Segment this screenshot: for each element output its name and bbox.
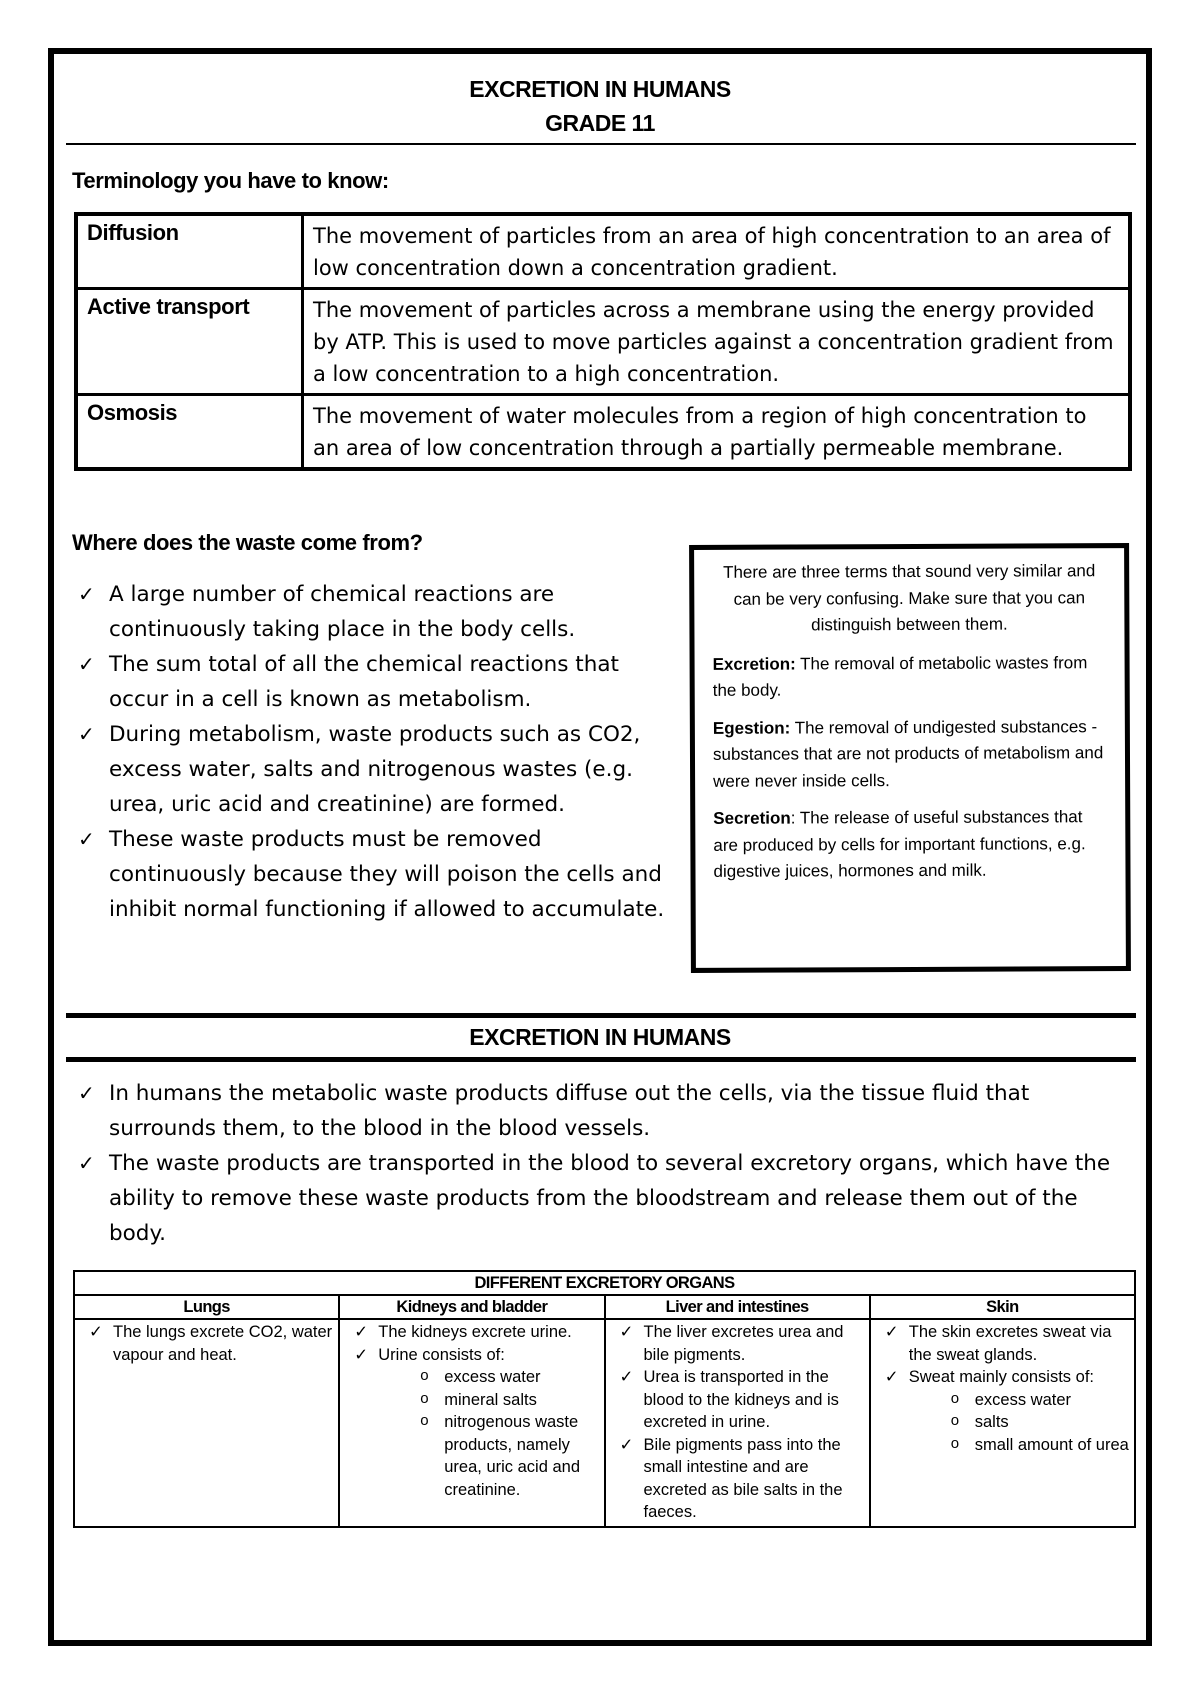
table-row bbox=[76, 214, 1130, 289]
sub-list-item: o nitrogenous waste products, namely urea, uric acid and creatinine. bbox=[420, 1412, 580, 1499]
terms-callout-box bbox=[689, 543, 1131, 973]
check-icon: ✓ bbox=[78, 582, 95, 606]
list-item: ✓ The sum total of all the chemical reactions that occur in a cell is known as metabolism. bbox=[76, 647, 674, 717]
check-icon: ✓ bbox=[78, 827, 95, 851]
bullet-icon: o bbox=[420, 1389, 429, 1407]
table-title-row bbox=[74, 1271, 1135, 1295]
sub-list-item: o salts bbox=[950, 1412, 1009, 1431]
list-item: ✓ The waste products are transported in the blood to several excretory organs, which have the ability to remove these waste products from the bloodstream and release them out of the body. bbox=[76, 1146, 1138, 1251]
organs-table-title: DIFFERENT EXCRETORY ORGANS bbox=[74, 1271, 1135, 1295]
column-header-skin: Skin bbox=[870, 1295, 1135, 1319]
check-icon: ✓ bbox=[884, 1368, 899, 1386]
kidneys-cell bbox=[339, 1319, 604, 1527]
terminology-table bbox=[74, 212, 1132, 471]
sub-list-item: o excess water bbox=[420, 1367, 541, 1386]
list-item: ✓ Urea is transported in the blood to the kidneys and is excreted in urine. bbox=[619, 1368, 839, 1431]
list-item: ✓ The kidneys excrete urine. bbox=[344, 1321, 599, 1344]
list-item: ✓ Urine consists of: bbox=[344, 1344, 599, 1367]
list-item: ✓ Bile pigments pass into the small intestine and are excreted as bile salts in the faeces. bbox=[619, 1435, 843, 1521]
check-icon: ✓ bbox=[354, 1345, 369, 1364]
check-icon: ✓ bbox=[884, 1323, 899, 1341]
callout-excretion: Excretion: The removal of metabolic wastes from the body. bbox=[712, 652, 1088, 700]
check-icon: ✓ bbox=[619, 1323, 634, 1341]
check-icon: ✓ bbox=[78, 1081, 95, 1105]
list-item: ✓ In humans the metabolic waste products diffuse out the cells, via the tissue fluid that surrounds them, to the blood in the blood vessels. bbox=[76, 1076, 1138, 1146]
term-cell: Diffusion bbox=[76, 214, 303, 289]
sub-list-item: o mineral salts bbox=[420, 1389, 537, 1409]
section-title: EXCRETION IN HUMANS bbox=[469, 1024, 731, 1050]
section-divider-top bbox=[66, 1013, 1136, 1018]
bullet-icon: o bbox=[420, 1367, 429, 1384]
list-item: ✓ Sweat mainly consists of: bbox=[875, 1366, 1130, 1389]
callout-intro: There are three terms that sound very similar and can be very confusing. Make sure that you can distinguish between them. bbox=[723, 561, 1096, 635]
term-cell: Active transport bbox=[76, 289, 303, 395]
list-item: ✓ These waste products must be removed continuously because they will poison the cells and inhibit normal functioning if allowed to accumulate. bbox=[76, 822, 674, 927]
list-item: ✓ The skin excretes sweat via the sweat glands. bbox=[884, 1323, 1112, 1364]
check-icon: ✓ bbox=[619, 1435, 634, 1454]
list-item: ✓ A large number of chemical reactions are continuously taking place in the body cells. bbox=[76, 577, 674, 647]
column-header-liver: Liver and intestines bbox=[605, 1295, 870, 1319]
table-row bbox=[76, 395, 1130, 470]
lungs-cell bbox=[74, 1319, 339, 1527]
bullet-icon: o bbox=[950, 1412, 960, 1429]
bullet-icon: o bbox=[950, 1434, 960, 1452]
check-icon: ✓ bbox=[78, 722, 95, 746]
table-header-row bbox=[74, 1295, 1135, 1319]
title-divider bbox=[66, 143, 1136, 145]
callout-egestion: Egestion: The removal of undigested substances - substances that are not products of metabolism and were never inside cells. bbox=[712, 716, 1104, 791]
column-header-lungs: Lungs bbox=[74, 1295, 339, 1319]
sub-list-item: o small amount of urea bbox=[950, 1434, 1129, 1454]
definition-cell: The movement of particles from an area of high concentration to an area of low concentration down a concentration gradient. bbox=[303, 214, 1131, 289]
excretory-organs-table bbox=[73, 1270, 1136, 1528]
callout-secretion: Secretion: The release of useful substances that are produced by cells for important functions, e.g. digestive juices, hormones and milk. bbox=[713, 807, 1086, 881]
column-header-kidneys: Kidneys and bladder bbox=[339, 1295, 604, 1319]
grade-label: GRADE 11 bbox=[545, 110, 655, 136]
definition-cell: The movement of water molecules from a region of high concentration to an area of low concentration through a partially permeable membrane. bbox=[303, 395, 1131, 470]
check-icon: ✓ bbox=[619, 1368, 634, 1386]
sub-list-item: o excess water bbox=[950, 1389, 1072, 1409]
check-icon: ✓ bbox=[78, 1151, 95, 1175]
check-icon: ✓ bbox=[89, 1323, 103, 1341]
waste-list bbox=[76, 577, 674, 927]
bullet-icon: o bbox=[420, 1412, 429, 1429]
definition-cell: The movement of particles across a membrane using the energy provided by ATP. This is used to move particles against a concentration gradient from a low concentration to a high concentration. bbox=[303, 289, 1131, 395]
list-item: ✓ The liver excretes urea and bile pigments. bbox=[619, 1323, 844, 1364]
list-item: ✓ During metabolism, waste products such as CO2, excess water, salts and nitrogenous wastes (e.g. urea, uric acid and creatinine) are formed. bbox=[76, 717, 674, 822]
list-item: ✓ The lungs excrete CO2, water vapour and heat. bbox=[89, 1323, 333, 1364]
term-cell: Osmosis bbox=[76, 395, 303, 470]
skin-cell bbox=[870, 1319, 1135, 1527]
terminology-heading: Terminology you have to know: bbox=[72, 168, 389, 193]
table-row bbox=[76, 289, 1130, 395]
check-icon: ✓ bbox=[78, 652, 95, 676]
table-row bbox=[74, 1319, 1135, 1527]
liver-cell bbox=[605, 1319, 870, 1527]
bullet-icon: o bbox=[950, 1389, 960, 1407]
waste-heading: Where does the waste come from? bbox=[72, 530, 423, 555]
check-icon: ✓ bbox=[354, 1323, 369, 1341]
page-title: EXCRETION IN HUMANS bbox=[469, 76, 731, 102]
section-divider-bottom bbox=[66, 1057, 1136, 1062]
excretion-list bbox=[76, 1076, 1138, 1251]
